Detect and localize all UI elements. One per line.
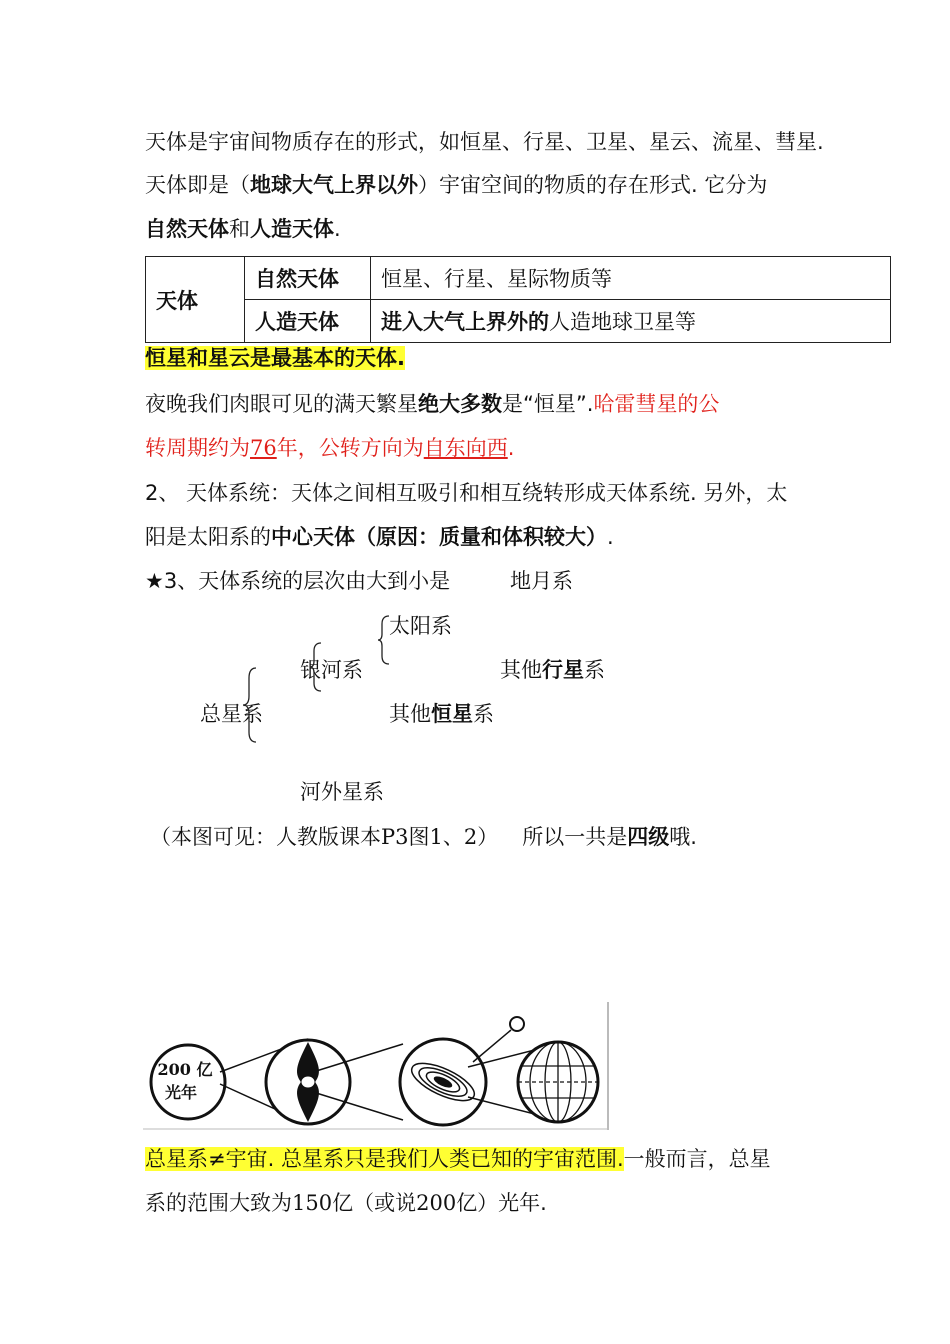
celestial-body-table [145, 256, 891, 343]
total-galaxy-line-1: 总星系≠宇宙. 总星系只是我们人类已知的宇宙范围.一般而言，总星 [145, 1147, 771, 1171]
celestial-hierarchy-figure [143, 1002, 609, 1135]
table-cell-artificial: 人造天体 [245, 300, 371, 343]
stars-line-1: 夜晚我们肉眼可见的满天繁星绝大多数是“恒星”.哈雷彗星的公 [145, 392, 720, 416]
basic-bodies-highlight: 恒星和星云是最基本的天体. [145, 346, 405, 370]
brace-solar [377, 614, 393, 666]
system-line-1: 2、 天体系统：天体之间相互吸引和相互绕转形成天体系统. 另外，太 [145, 481, 788, 505]
system-line-2: 阳是太阳系的中心天体（原因：质量和体积较大）. [145, 525, 614, 549]
table-cell-natural-desc: 恒星、行星、星际物质等 [371, 257, 891, 300]
table-head-cell: 天体 [146, 257, 245, 343]
basic-bodies-line [145, 343, 405, 373]
halley-period: 76 [250, 436, 277, 460]
earth-moon-system: 地月系 [510, 569, 573, 593]
table-row [146, 257, 891, 300]
figure-label-unit: 光年 [164, 1083, 198, 1102]
halley-text: 哈雷彗星的公 [593, 392, 720, 416]
solar-system: 太阳系 [389, 614, 452, 638]
intro-line-2: 天体即是（地球大气上界以外）宇宙空间的物质的存在形式. 它分为 [145, 173, 768, 197]
other-stellar-systems: 其他恒星系 [389, 702, 494, 726]
total-galaxy: 总星系 [200, 702, 263, 726]
hierarchy-heading: ★3、天体系统的层次由大到小是 [145, 569, 451, 593]
table-row [146, 300, 891, 343]
other-planetary-systems: 其他行星系 [500, 658, 605, 682]
hierarchy-note: （本图可见：人教版课本P3图1、2） 所以一共是四级哦. [150, 825, 697, 849]
intro-line-1: 天体是宇宙间物质存在的形式，如恒星、行星、卫星、星云、流星、彗星. [145, 130, 824, 154]
brace-milky-way [309, 641, 325, 693]
table-cell-natural: 自然天体 [245, 257, 371, 300]
halley-direction: 自东向西 [423, 436, 508, 460]
stars-line-2: 转周期约为76年，公转方向为自东向西. [145, 436, 515, 460]
intro-line-3: 自然天体和人造天体. [145, 217, 341, 241]
table-cell-artificial-desc: 进入大气上界外的人造地球卫星等 [371, 300, 891, 343]
milky-way: 银河系 [300, 658, 363, 682]
figure-label-range: 200 亿 [157, 1060, 213, 1079]
brace-total-galaxy [242, 666, 260, 744]
extragalactic-systems: 河外星系 [300, 780, 384, 804]
hierarchy-diagram [143, 1002, 609, 1130]
total-galaxy-highlight: 总星系≠宇宙. 总星系只是我们人类已知的宇宙范围. [145, 1147, 624, 1171]
total-galaxy-line-2: 系的范围大致为150亿（或说200亿）光年. [145, 1191, 547, 1215]
atmosphere-boundary-text: 地球大气上界以外 [250, 173, 418, 197]
